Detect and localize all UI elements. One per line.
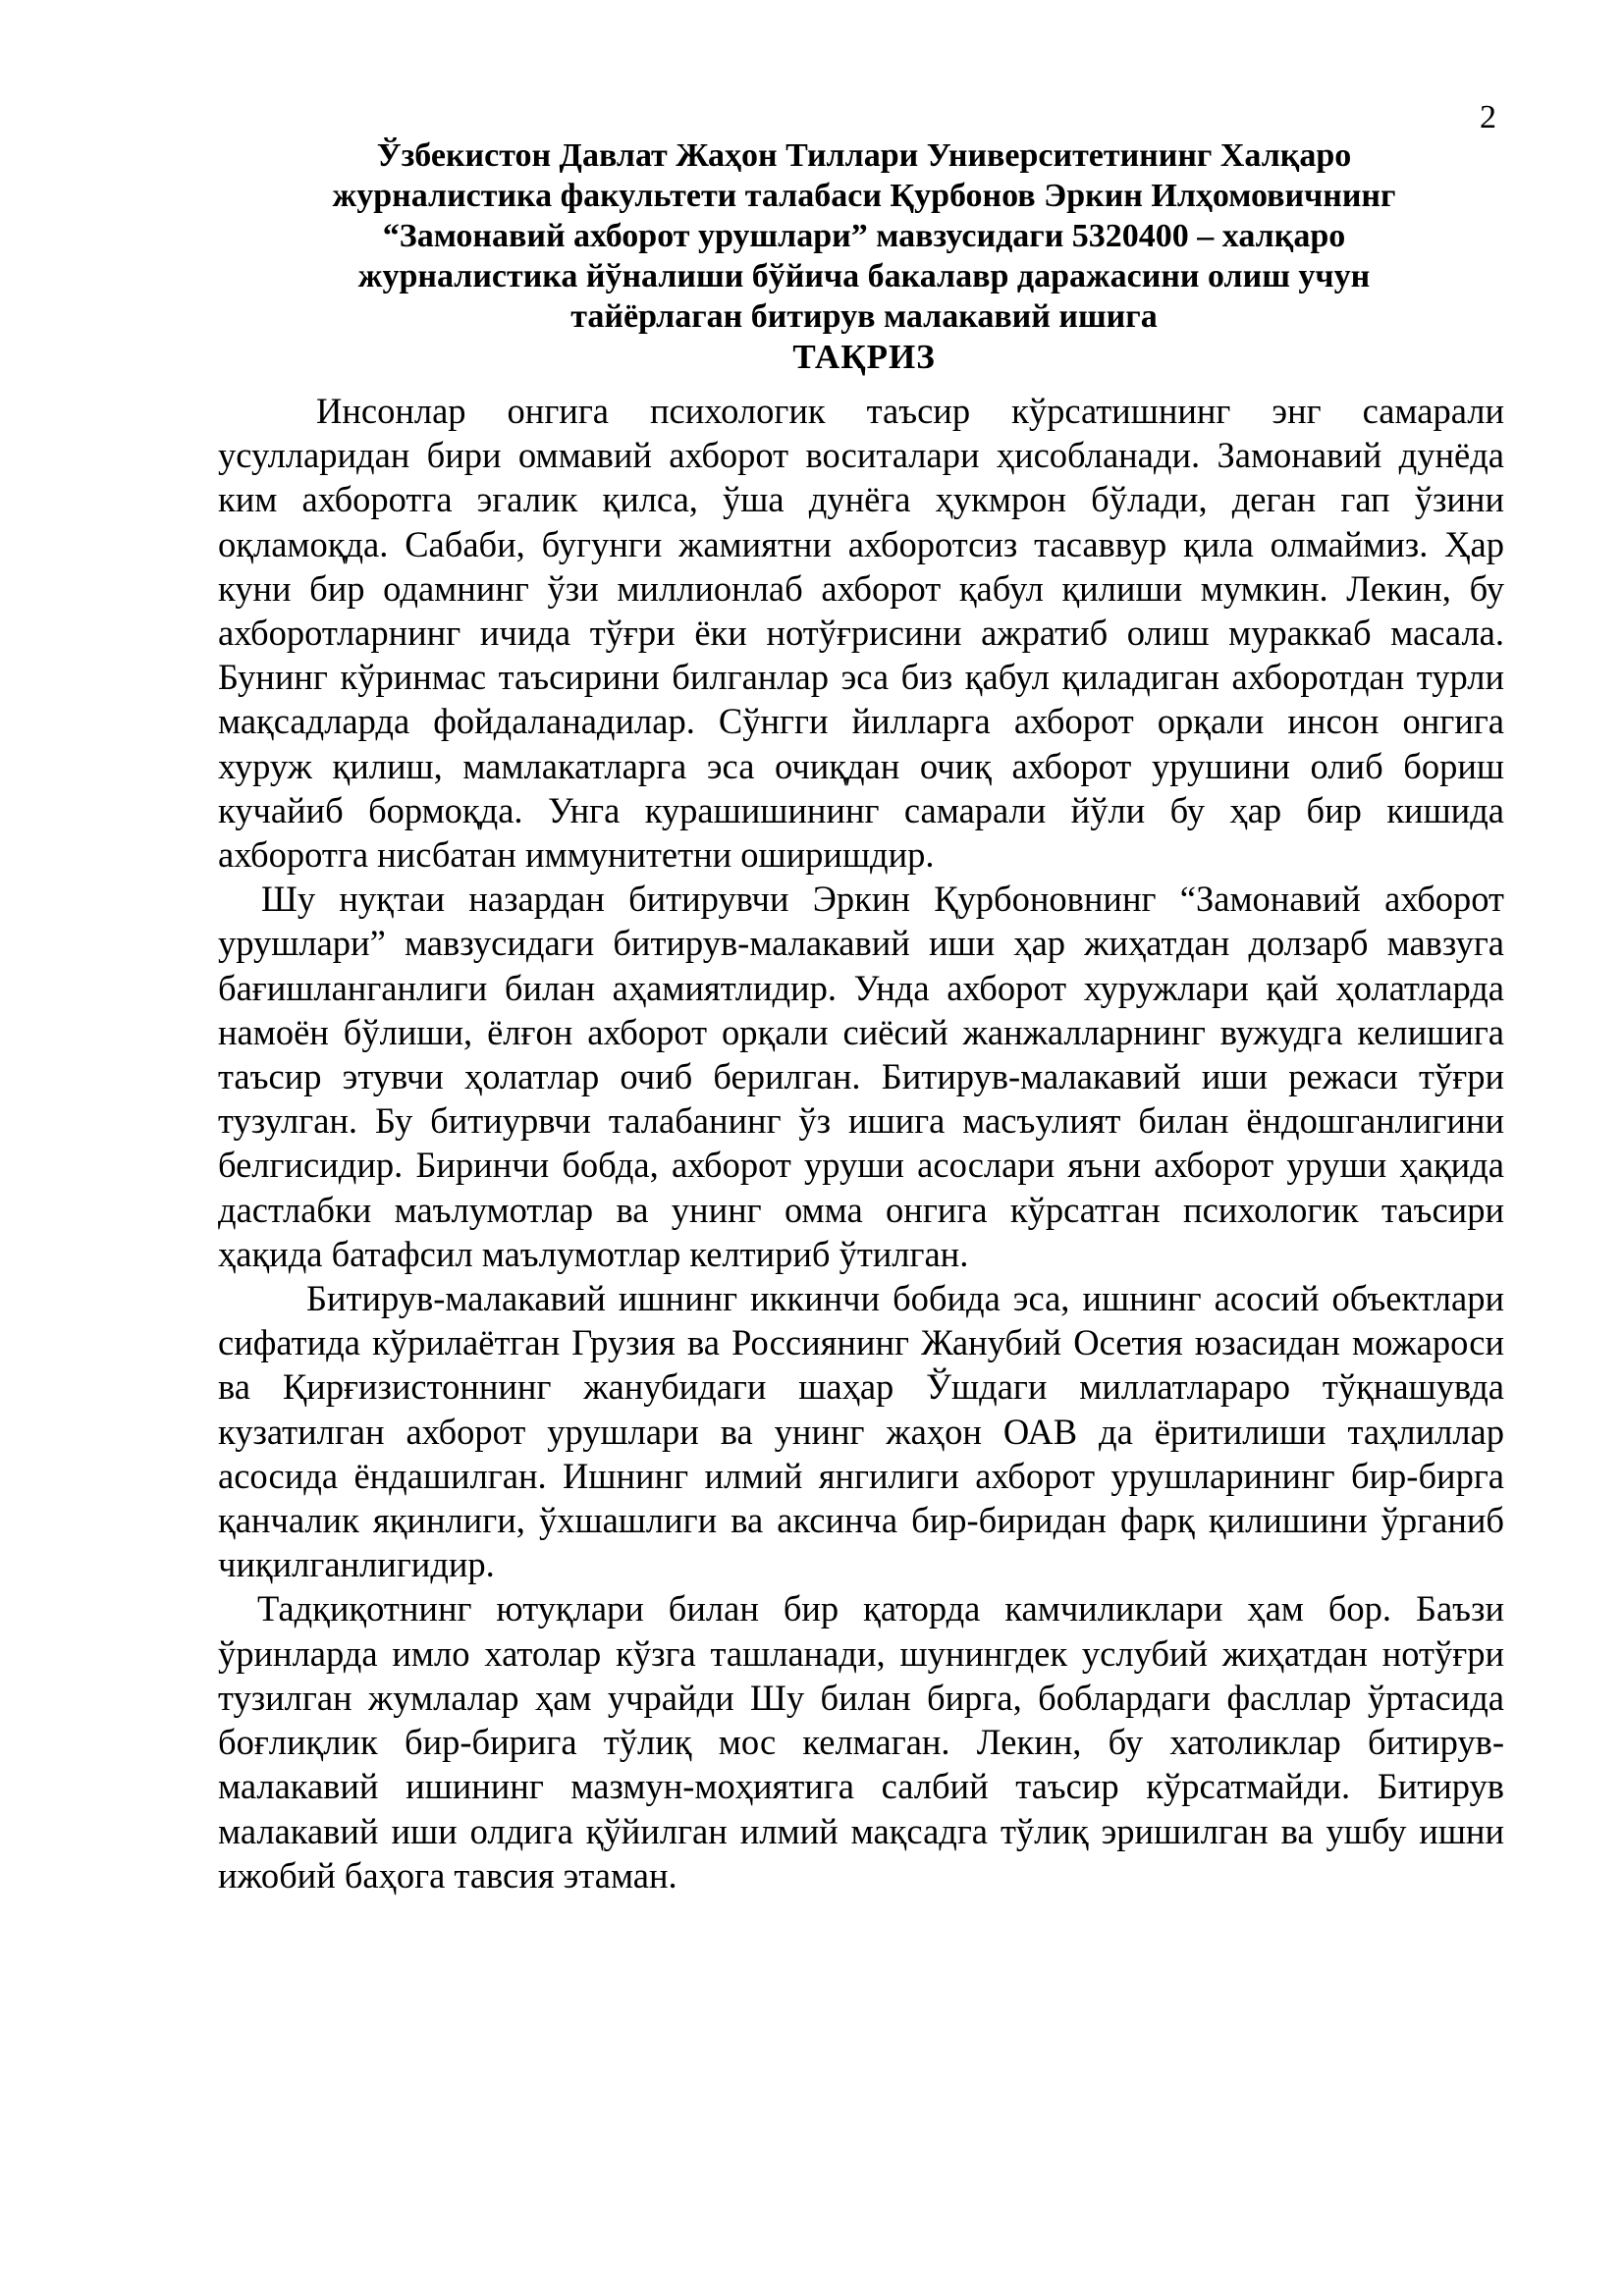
body-paragraph: Инсонлар онгига психологик таъсир кўрсатишнинг энг самарали усулларидан бири оммавий ахборот воситалари ҳисобланади. Замонавий дунёда ким ахборотга эгалик қилса, ўша дунёга ҳукмрон бўлади, деган гап ўзини оқламоқда. Сабаби, бугунги жамиятни ахборотсиз тасаввур қила олмаймиз. Ҳар куни бир одамнинг ўзи миллионлаб ахборот қабул қилиши мумкин. Лекин, бу ахборотларнинг ичида тўғри ёки нотўғрисини ажратиб олиш мураккаб масала. Бунинг кўринмас таъсирини билганлар эса биз қабул қиладиган ахборотдан турли мақсадларда фойдаланадилар. Сўнгги йилларга ахборот орқали инсон онгига хуруж қилиш, мамлакатларга эса очиқдан очиқ ахборот урушини олиб бориш кучайиб бормоқда. Унга курашишининг самарали йўли бу ҳар бир кишида ахборотга нисбатан иммунитетни оширишдир. — [218, 391, 1504, 876]
heading-line: “Замонавий ахборот урушлари” мавзусидаги 5320400 – халқаро — [382, 218, 1346, 254]
body-paragraph: Шу нуқтаи назардан битирувчи Эркин Қурбоновнинг “Замонавий ахборот урушлари” мавзусидаги битирув-малакавий иши ҳар жиҳатдан долзарб мавзуга бағишланганлиги билан аҳамиятлидир. Унда ахборот хуружлари қай ҳолатларда намоён бўлиши, ёлғон ахборот орқали сиёсий жанжалларнинг вужудга келишига таъсир этувчи ҳолатлар очиб берилган. Битирув-малакавий иши режаси тўғри тузулган. Бу битиурвчи талабанинг ўз ишига масъулият билан ёндошганлигини белгисидир. Биринчи бобда, ахборот уруши асослари яъни ахборот уруши ҳақида дастлабки маълумотлар ва унинг омма онгига кўрсатган психологик таъсири ҳақида батафсил маълумотлар келтириб ўтилган. — [218, 879, 1504, 1274]
heading-line: Ўзбекистон Давлат Жаҳон Тиллари Университетининг Халқаро — [376, 137, 1352, 174]
document-title: ТАҚРИЗ — [792, 338, 936, 376]
page-number: 2 — [1480, 99, 1496, 135]
document-body — [218, 389, 1504, 1897]
heading-line: тайёрлаган битирув малакавий ишига — [570, 298, 1158, 335]
body-paragraph: Битирув-малакавий ишнинг иккинчи бобида эса, ишнинг асосий объектлари сифатида кўрилаётган Грузия ва Россиянинг Жанубий Осетия юзасидан можароси ва Қирғизистоннинг жанубидаги шаҳар Ўшдаги миллатлараро тўқнашувда кузатилган ахборот урушлари ва унинг жаҳон ОАВ да ёритилиши таҳлиллар асосида ёндашилган. Ишнинг илмий янгилиги ахборот урушларининг бир-бирга қанчалик яқинлиги, ўхшашлиги ва аксинча бир-биридан фарқ қилишини ўрганиб чиқилганлигидир. — [218, 1278, 1504, 1585]
body-paragraph: Тадқиқотнинг ютуқлари билан бир қаторда камчиликлари ҳам бор. Баъзи ўринларда имло хатолар кўзга ташланади, шунингдек услубий жиҳатдан нотўғри тузилган жумлалар ҳам учрайди Шу билан бирга, боблардаги фасллар ўртасида боғлиқлик бир-бирига тўлиқ мос келмаган. Лекин, бу хатоликлар битирув-малакавий ишининг мазмун-моҳиятига салбий таъсир кўрсатмайди. Битирув малакавий иши олдига қўйилган илмий мақсадга тўлиқ эришилган ва ушбу ишни ижобий баҳога тавсия этаман. — [218, 1588, 1504, 1896]
heading-line: журналистика факультети талабаси Қурбонов Эркин Илҳомовичнинг — [332, 178, 1396, 214]
document-heading — [216, 135, 1512, 377]
heading-line: журналистика йўналиши бўйича бакалавр даражасини олиш учун — [357, 258, 1371, 294]
